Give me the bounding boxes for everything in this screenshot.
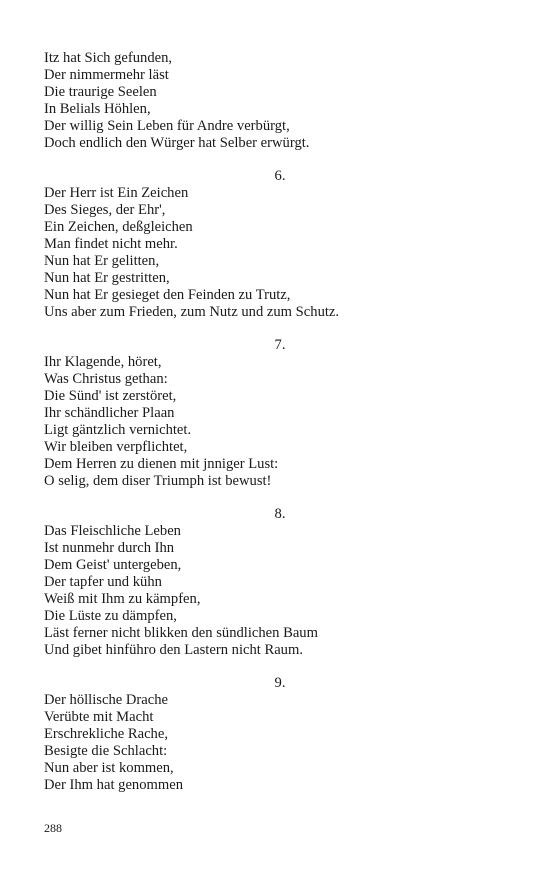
verse-line: Ist nunmehr durch Ihn — [44, 540, 175, 557]
verse-line: Des Sieges, der Ehr', — [44, 202, 166, 219]
verse-line: Ligt gäntzlich vernichtet. — [44, 421, 192, 438]
verse-line: Läst ferner nicht blikken den sündlichen Baum — [44, 624, 318, 641]
verse-line: Ein Zeichen, deßgleichen — [44, 219, 193, 236]
verse-line: Der höllische Drache — [44, 692, 168, 709]
stanza — [44, 337, 514, 489]
verse-line: O selig, dem diser Triumph ist bewust! — [44, 472, 272, 489]
verse-line: In Belials Höhlen, — [44, 100, 151, 117]
stanza — [44, 506, 514, 658]
verse-line: Wir bleiben verpflichtet, — [44, 438, 188, 455]
verse-line: Die Sünd' ist zerstöret, — [44, 388, 177, 405]
verse-line: Uns aber zum Frieden, zum Nutz und zum Schutz. — [44, 303, 340, 320]
verse-line: Was Christus gethan: — [44, 371, 168, 388]
stanza — [44, 675, 514, 793]
verse-line: Nun aber ist kommen, — [44, 760, 174, 776]
verse-line: Besigte die Schlacht: — [44, 743, 168, 760]
verse-line: Die Lüste zu dämpfen, — [44, 607, 177, 624]
verse-line: Der willig Sein Leben für Andre verbürgt, — [44, 117, 290, 134]
verse-line: Die traurige Seelen — [44, 83, 157, 100]
page-number: 288 — [44, 821, 62, 835]
verse-line: Und gibet hinführo den Lastern nicht Raum. — [44, 641, 303, 658]
verse-line: Nun hat Er gesieget den Feinden zu Trutz, — [44, 286, 291, 303]
verse-line: Der nimmermehr läst — [44, 66, 169, 83]
stanza-number: 6. — [274, 168, 286, 185]
stanza — [44, 50, 514, 151]
verse-line: Dem Herren zu dienen mit jnniger Lust: — [44, 455, 279, 472]
verse-line: Der tapfer und kühn — [44, 574, 162, 591]
verse-line: Ihr schändlicher Plaan — [44, 405, 175, 421]
verse-line: Ihr Klagende, höret, — [44, 354, 162, 371]
verse-line: Doch endlich den Würger hat Selber erwürgt. — [44, 134, 310, 151]
verse-line: Erschrekliche Rache, — [44, 726, 168, 743]
verse-line: Der Herr ist Ein Zeichen — [44, 185, 189, 202]
poem-page — [44, 50, 514, 794]
verse-line: Man findet nicht mehr. — [44, 235, 178, 252]
verse-line: Verübte mit Macht — [44, 709, 154, 726]
stanza-number: 9. — [274, 675, 286, 692]
stanza-number: 8. — [274, 506, 286, 523]
stanza-number: 7. — [274, 337, 286, 354]
verse-line: Nun hat Er gestritten, — [44, 269, 170, 286]
verse-line: Dem Geist' untergeben, — [44, 557, 182, 574]
stanza — [44, 168, 514, 320]
verse-line: Weiß mit Ihm zu kämpfen, — [44, 590, 201, 607]
verse-line: Itz hat Sich gefunden, — [44, 50, 173, 66]
verse-line: Nun hat Er gelitten, — [44, 252, 160, 269]
verse-line: Der Ihm hat genommen — [44, 776, 184, 793]
verse-line: Das Fleischliche Leben — [44, 523, 181, 540]
